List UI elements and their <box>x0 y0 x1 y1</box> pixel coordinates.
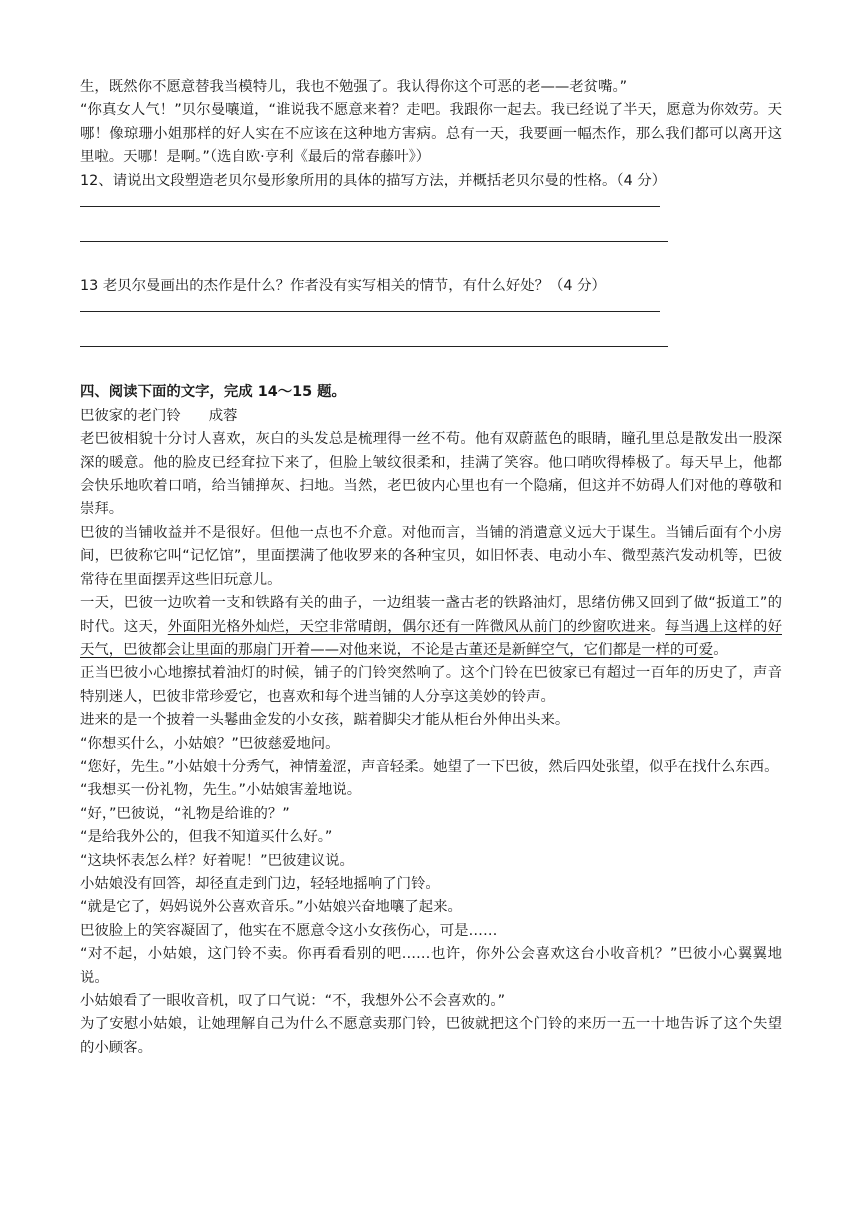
story-paragraph: “我想买一份礼物，先生。”小姑娘害羞地说。 <box>80 782 362 799</box>
passage-continuation: 生，既然你不愿意替我当模特儿，我也不勉强了。我认得你这个可恶的老——老贫嘴。” <box>80 79 628 95</box>
underlined-sentence-1: 外面阳光格外灿烂，天空非常晴朗，偶尔还有一阵微风从前门的纱窗吹进来 <box>167 618 651 635</box>
passage-paragraph: “你真女人气！”贝尔曼嚷道，“谁说我不愿意来着？走吧。我跟你一起去。我已经说了半天，愿意为你效劳。天哪！像琼珊小姐那样的好人实在不应该在这种地方害病。总有一天，我要画一幅杰作，那么我们都可以离开这里啦。天哪！是啊。”（选自欧·亨利《最后的常春藤叶》） <box>80 102 782 166</box>
story-title-line <box>80 405 782 428</box>
question-13: 13 老贝尔曼画出的杰作是什么？作者没有实写相关的情节，有什么好处？（4 分） <box>80 278 606 295</box>
story-paragraph: 巴彼脸上的笑容凝固了，他实在不愿意令这小女孩伤心，可是…… <box>80 922 498 939</box>
question-12: 12、请说出文段塑造老贝尔曼形象所用的具体的描写方法，并概括老贝尔曼的性格。（4 分） <box>80 172 667 189</box>
story-paragraph: 老巴彼相貌十分讨人喜欢，灰白的头发总是梳理得一丝不苟。他有双蔚蓝色的眼睛，瞳孔里总是散发出一股深深的暖意。他的脸皮已经耷拉下来了，但脸上皱纹很柔和，挂满了笑容。他口哨吹得棒极了。每天早上，他都会快乐地吹着口哨，给当铺掸灰、扫地。当然，老巴彼内心里也有一个隐痛，但这并不妨碍人们对他的尊敬和崇拜。 <box>80 431 782 518</box>
story-author: 成蓉 <box>208 407 238 424</box>
story-title: 巴彼家的老门铃 <box>80 407 181 424</box>
story-paragraph: “对不起，小姑娘，这门铃不卖。你再看看别的吧……也许，你外公会喜欢这台小收音机？”巴彼小心翼翼地说。 <box>80 946 782 986</box>
document-page <box>80 76 782 1060</box>
story-paragraph: “是给我外公的，但我不知道买什么好。” <box>80 829 333 846</box>
story-paragraph: “就是它了，妈妈说外公喜欢音乐。”小姑娘兴奋地嚷了起来。 <box>80 899 462 916</box>
story-paragraph: “这块怀表怎么样？好着呢！”巴彼建议说。 <box>80 852 354 869</box>
story-paragraph: 为了安慰小姑娘，让她理解自己为什么不愿意卖那门铃，巴彼就把这个门铃的来历一五一十地告诉了这个失望的小顾客。 <box>80 1016 782 1056</box>
story-paragraph: 正当巴彼小心地擦拭着油灯的时候，铺子的门铃突然响了。这个门铃在巴彼家已有超过一百年的历史了，声音特别迷人，巴彼非常珍爱它，也喜欢和每个进当铺的人分享这美妙的铃声。 <box>80 665 782 705</box>
story-paragraph: “您好，先生。”小姑娘十分秀气，神情羞涩，声音轻柔。她望了一下巴彼，然后四处张望，似乎在找什么东西。 <box>80 758 779 775</box>
underlined-sentence-2: 每当遇上这样的好天气，巴彼都会让里面的那扇门开着——对他来说，不论是古董还是新鲜空气，它们都是一样的可爱 <box>80 618 782 658</box>
story-paragraph: 进来的是一个披着一头鬈曲金发的小女孩，踮着脚尖才能从柜台外伸出头来。 <box>80 712 570 729</box>
story-paragraph: 巴彼的当铺收益并不是很好。但他一点也不介意。对他而言，当铺的消遣意义远大于谋生。当铺后面有个小房间，巴彼称它叫“记忆馆”，里面摆满了他收罗来的各种宝贝，如旧怀表、电动小车、微型蒸汽发动机等，巴彼常待在里面摆弄这些旧玩意儿。 <box>80 524 782 588</box>
story-paragraph: 小姑娘看了一眼收音机，叹了口气说：“不，我想外公不会喜欢的。” <box>80 993 506 1009</box>
story-paragraph: 小姑娘没有回答，却径直走到门边，轻轻地摇响了门铃。 <box>80 875 440 892</box>
story-paragraph-underlined: 一天，巴彼一边吹着一支和铁路有关的曲子，一边组装一盏古老的铁路油灯，思绪仿佛又回到了做“扳道工”的时代。这天，外面阳光格外灿烂，天空非常晴朗，偶尔还有一阵微风从前门的纱窗吹进来。每当遇上这样的好天气，巴彼都会让里面的那扇门开着——对他来说，不论是古董还是新鲜空气，它们都是一样的可爱。 <box>80 595 782 658</box>
story-paragraph: “你想买什么，小姑娘？”巴彼慈爱地问。 <box>80 735 340 752</box>
story-paragraph: “好，”巴彼说，“礼物是给谁的？” <box>80 805 290 822</box>
section-heading: 四、阅读下面的文字，完成 14～15 题。 <box>80 384 346 401</box>
